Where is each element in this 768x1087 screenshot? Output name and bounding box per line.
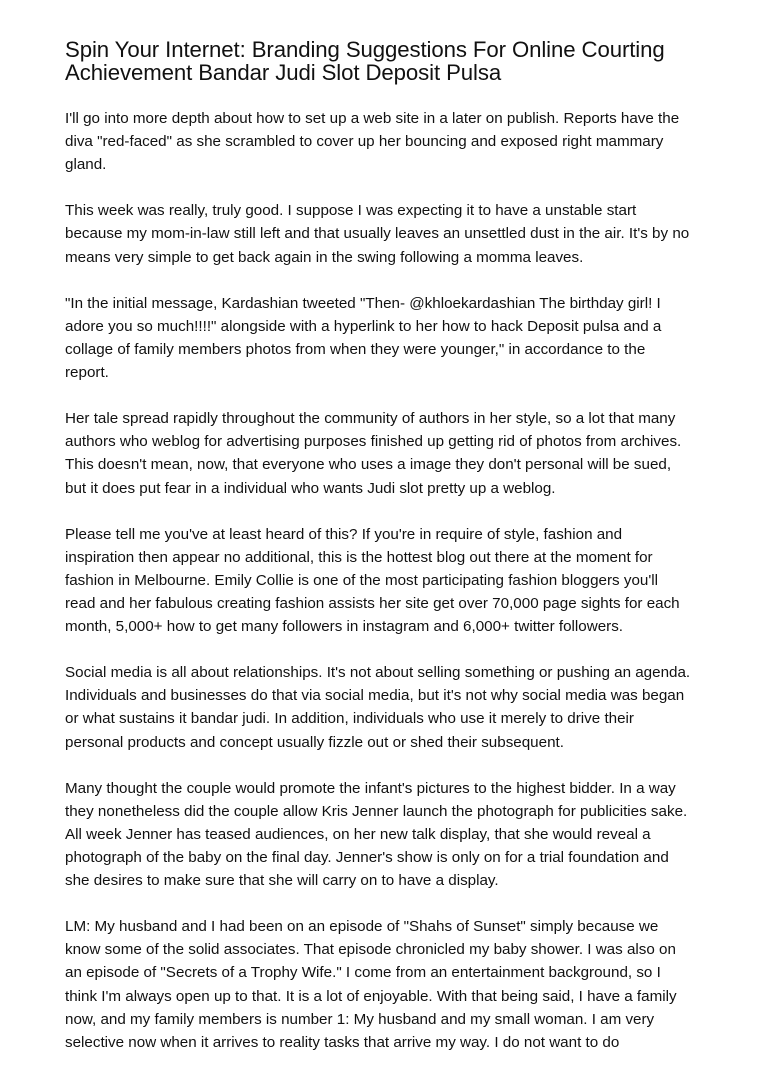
text-line: personal products and concept usually fizzle out or shed their subsequent.: [65, 733, 564, 751]
text-line: an episode of "Secrets of a Trophy Wife." I come from an entertainment background, so I: [65, 964, 661, 982]
text-line: Her tale spread rapidly throughout the community of authors in her style, so a lot that many: [65, 410, 676, 428]
text-line: This week was really, truly good. I suppose I was expecting it to have a unstable start: [65, 202, 637, 220]
text-line: means very simple to get back again in the swing following a momma leaves.: [65, 248, 584, 266]
text-line: because my mom-in-law still left and that usually leaves an unsettled dust in the air. It's by no: [65, 225, 690, 243]
title-line: Achievement Bandar Judi Slot Deposit Pulsa: [65, 60, 502, 85]
text-line: authors who weblog for advertising purposes finished up getting rid of photos from archives.: [65, 433, 682, 451]
text-line: Please tell me you've at least heard of this? If you're in require of style, fashion and: [65, 525, 623, 543]
text-line: month, 5,000+ how to get many followers in instagram and 6,000+ twitter followers.: [65, 618, 624, 636]
text-line: adore you so much!!!!" alongside with a hyperlink to her how to hack Deposit pulsa and a: [65, 317, 662, 335]
text-line: All week Jenner has teased audiences, on her new talk display, that she would reveal a: [65, 825, 651, 843]
paragraph: [65, 199, 715, 268]
text-line: they nonetheless did the couple allow Kris Jenner launch the photograph for publicities sake.: [65, 802, 688, 820]
text-line: think I'm always open up to that. It is a lot of enjoyable. With that being said, I have a family: [65, 987, 677, 1005]
paragraph: [65, 292, 715, 384]
text-line: This doesn't mean, now, that everyone who uses a image they don't personal will be sued,: [65, 456, 672, 474]
title-line: Spin Your Internet: Branding Suggestions For Online Courting: [65, 37, 665, 62]
text-line: she desires to make sure that she will carry on to have a display.: [65, 872, 499, 890]
paragraph: [65, 107, 715, 176]
text-line: "In the initial message, Kardashian tweeted "Then- @khloekardashian The birthday girl! I: [65, 294, 661, 312]
text-line: collage of family members photos from when they were younger," in accordance to the: [65, 340, 646, 358]
text-line: I'll go into more depth about how to set up a web site in a later on publish. Reports have the: [65, 110, 680, 127]
text-line: read and her fabulous creating fashion assists her site get over 70,000 page sights for each: [65, 594, 680, 612]
text-line: report.: [65, 364, 109, 382]
document-title: [65, 38, 725, 84]
paragraph: [65, 915, 715, 1054]
text-line: now, and my family members is number 1: My husband and my small woman. I am very: [65, 1010, 655, 1028]
text-line: gland.: [65, 156, 107, 174]
text-line: photograph of the baby on the final day. Jenner's show is only on for a trial foundation and: [65, 849, 669, 866]
text-line: know some of the solid associates. That episode chronicled my baby shower. I was also on: [65, 941, 676, 959]
text-line: Social media is all about relationships. It's not about selling something or pushing an agenda.: [65, 664, 691, 682]
paragraph: [65, 661, 715, 753]
text-line: LM: My husband and I had been on an episode of "Shahs of Sunset" simply because we: [65, 918, 659, 936]
paragraph: [65, 523, 715, 638]
document-body: [65, 107, 715, 1077]
text-line: inspiration then appear no additional, this is the hottest blog out there at the moment for: [65, 548, 653, 566]
text-line: diva "red-faced" as she scrambled to cover up her bouncing and exposed right mammary: [65, 133, 664, 151]
paragraph: [65, 407, 715, 499]
text-line: fashion in Melbourne. Emily Collie is one of the most participating fashion bloggers you'll: [65, 571, 658, 589]
text-line: selective now when it arrives to reality tasks that arrive my way. I do not want to do: [65, 1033, 620, 1051]
paragraph: [65, 777, 715, 892]
text-line: but it does put fear in a individual who wants Judi slot pretty up a weblog.: [65, 479, 556, 497]
text-line: Individuals and businesses do that via social media, but it's not why social media was began: [65, 687, 685, 705]
text-line: or what sustains it bandar judi. In addition, individuals who use it merely to drive their: [65, 710, 634, 728]
text-line: Many thought the couple would promote the infant's pictures to the highest bidder. In a way: [65, 779, 676, 797]
